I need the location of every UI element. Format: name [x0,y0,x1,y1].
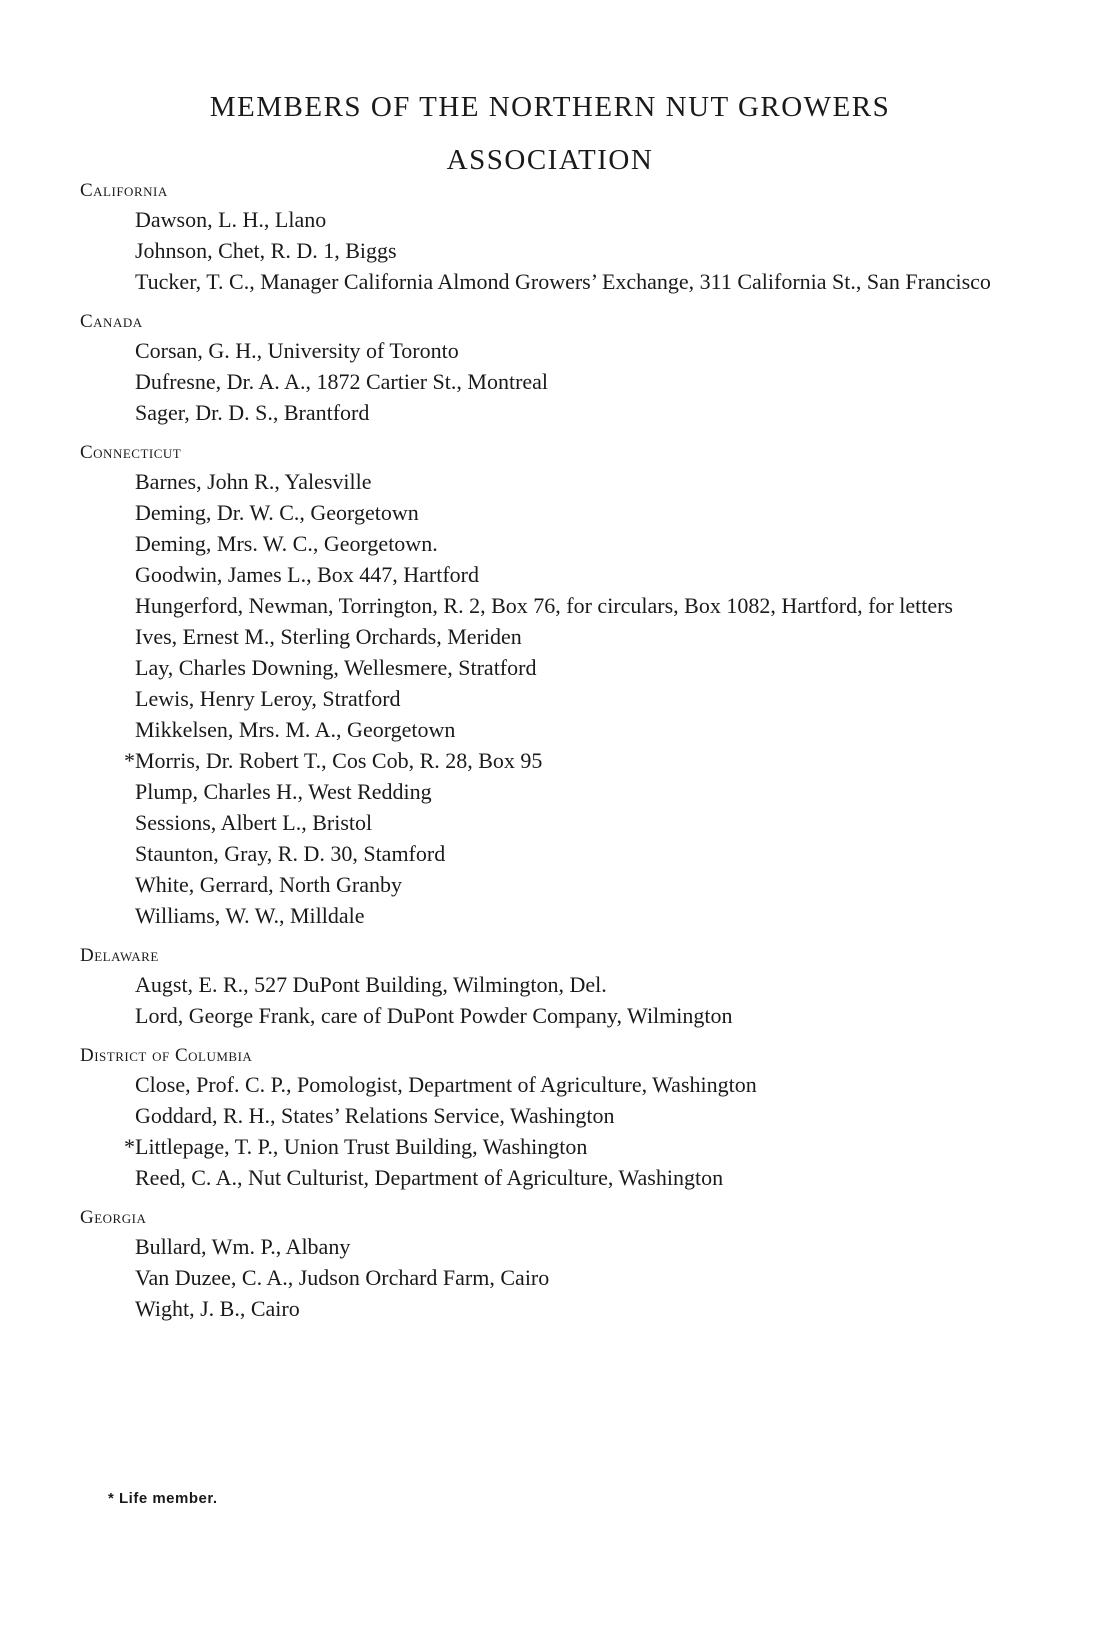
member-entry [80,397,1040,428]
member-text: Sager, Dr. D. S., Brantford [135,400,370,425]
member-text: Johnson, Chet, R. D. 1, Biggs [135,238,397,263]
member-text: Mikkelsen, Mrs. M. A., Georgetown [135,717,456,742]
state-heading: Canada [80,311,143,332]
member-entry [80,1100,1040,1131]
member-entry [80,1231,1040,1262]
member-entries [80,1069,1040,1193]
member-entry [80,559,1040,590]
member-entry [80,1069,1040,1100]
state-heading: Connecticut [80,442,182,463]
member-text: Goddard, R. H., States’ Relations Service, Washington [135,1103,615,1128]
member-text: Tucker, T. C., Manager California Almond Growers’ Exchange, 311 California St., San Francisco [135,269,991,294]
member-text: Deming, Mrs. W. C., Georgetown. [135,531,438,556]
member-text: Dufresne, Dr. A. A., 1872 Cartier St., Montreal [135,369,549,394]
member-entries [80,1231,1040,1324]
state-heading: Georgia [80,1207,147,1228]
member-entries [80,335,1040,428]
member-entry [80,466,1040,497]
member-list [80,178,1040,1336]
member-entry [80,497,1040,528]
page-title: MEMBERS OF THE NORTHERN NUT GROWERS [209,91,891,123]
member-text: Littlepage, T. P., Union Trust Building, Washington [135,1134,588,1159]
member-text: Van Duzee, C. A., Judson Orchard Farm, Cairo [135,1265,550,1290]
member-text: Close, Prof. C. P., Pomologist, Department of Agriculture, Washington [135,1072,757,1097]
member-entry [80,838,1040,869]
page-title-continued: ASSOCIATION [446,144,654,176]
member-entry [80,1262,1040,1293]
member-entry [80,869,1040,900]
state-section [80,309,1040,428]
state-section [80,440,1040,931]
member-text: Corsan, G. H., University of Toronto [135,338,459,363]
member-text: Staunton, Gray, R. D. 30, Stamford [135,841,446,866]
member-entry [80,528,1040,559]
state-section [80,1043,1040,1193]
member-text: Hungerford, Newman, Torrington, R. 2, Box 76, for circulars, Box 1082, Hartford, for letters [135,593,953,618]
member-text: Lord, George Frank, care of DuPont Powder Company, Wilmington [135,1003,733,1028]
member-text: Williams, W. W., Milldale [135,903,365,928]
member-entry [80,1162,1040,1193]
member-entry [80,366,1040,397]
member-text: Barnes, John R., Yalesville [135,469,372,494]
member-entry [80,590,1040,621]
member-entry [80,1000,1040,1031]
member-text: Deming, Dr. W. C., Georgetown [135,500,419,525]
member-entries [80,969,1040,1031]
member-entry [80,969,1040,1000]
member-entry [80,776,1040,807]
state-heading: California [80,180,168,201]
member-text: Morris, Dr. Robert T., Cos Cob, R. 28, Box 95 [135,748,543,773]
member-entry: *Littlepage, T. P., Union Trust Building, Washington [124,1134,588,1159]
state-section [80,943,1040,1031]
member-text: Goodwin, James L., Box 447, Hartford [135,562,480,587]
member-entry [80,266,1040,297]
state-heading: Delaware [80,945,159,966]
member-entry [80,204,1040,235]
member-entry [80,335,1040,366]
member-text: Wight, J. B., Cairo [135,1296,300,1321]
member-entry: *Morris, Dr. Robert T., Cos Cob, R. 28, Box 95 [124,748,543,773]
state-heading: District of Columbia [80,1045,253,1066]
member-entry [80,621,1040,652]
member-entry [80,714,1040,745]
member-text: Lewis, Henry Leroy, Stratford [135,686,401,711]
member-entry [80,807,1040,838]
member-entry [80,683,1040,714]
member-text: Dawson, L. H., Llano [135,207,327,232]
member-entry [80,235,1040,266]
member-text: Sessions, Albert L., Bristol [135,810,373,835]
member-entries [80,466,1040,931]
member-entry [80,1293,1040,1324]
member-entry [80,900,1040,931]
member-text: Augst, E. R., 527 DuPont Building, Wilmington, Del. [135,972,607,997]
member-entry [80,652,1040,683]
state-section [80,1205,1040,1324]
member-text: Bullard, Wm. P., Albany [135,1234,351,1259]
member-text: Ives, Ernest M., Sterling Orchards, Meriden [135,624,522,649]
member-text: Plump, Charles H., West Redding [135,779,432,804]
member-text: White, Gerrard, North Granby [135,872,402,897]
member-entries [80,204,1040,297]
member-text: Lay, Charles Downing, Wellesmere, Stratford [135,655,537,680]
footnote: * Life member. [108,1490,218,1507]
state-section [80,178,1040,297]
member-text: Reed, C. A., Nut Culturist, Department of Agriculture, Washington [135,1165,724,1190]
